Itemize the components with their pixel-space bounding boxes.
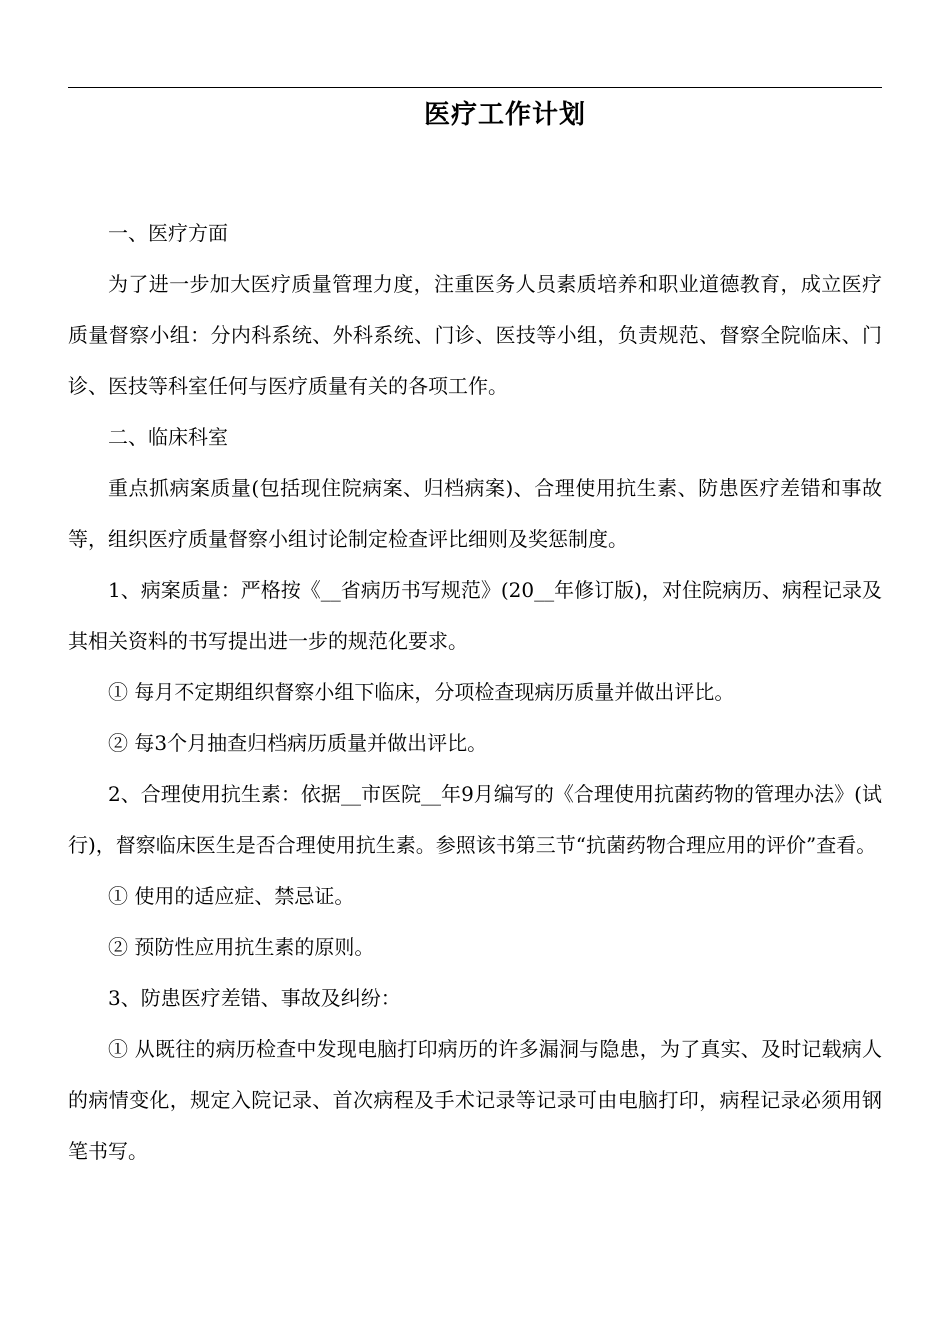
document-body bbox=[68, 208, 882, 1177]
item-error-prevention: 3、防患医疗差错、事故及纠纷： bbox=[108, 986, 401, 1010]
section-heading-medical: 一、医疗方面 bbox=[108, 221, 228, 245]
paragraph-clinical-focus: 重点抓病案质量(包括现住院病案、归档病案)、合理使用抗生素、防患医疗差错和事故等，组织医疗质量督察小组讨论制定检查评比细则及奖惩制度。 bbox=[68, 476, 882, 551]
subitem-monthly-inspection: ① 每月不定期组织督察小组下临床，分项检查现病历质量并做出评比。 bbox=[108, 680, 735, 704]
section-heading-clinical: 二、临床科室 bbox=[108, 425, 228, 449]
item-antibiotics: 2、合理使用抗生素：依据__市医院__年9月编写的《合理使用抗菌药物的管理办法》(试行)，督察临床医生是否合理使用抗生素。参照该书第三节“抗菌药物合理应用的评价”查看。 bbox=[68, 782, 882, 857]
subitem-indications: ① 使用的适应症、禁忌证。 bbox=[108, 884, 355, 908]
subitem-quarterly-review: ② 每3个月抽查归档病历质量并做出评比。 bbox=[108, 731, 488, 755]
header-rule bbox=[68, 87, 882, 88]
paragraph-quality-management: 为了进一步加大医疗质量管理力度，注重医务人员素质培养和职业道德教育，成立医疗质量督察小组：分内科系统、外科系统、门诊、医技等小组，负责规范、督察全院临床、门诊、医技等科室任何与医疗质量有关的各项工作。 bbox=[68, 272, 882, 398]
subitem-prophylaxis: ② 预防性应用抗生素的原则。 bbox=[108, 935, 375, 959]
item-medical-records: 1、病案质量：严格按《__省病历书写规范》(20__年修订版)，对住院病历、病程记录及其相关资料的书写提出进一步的规范化要求。 bbox=[68, 578, 882, 653]
subitem-record-printing: ① 从既往的病历检查中发现电脑打印病历的许多漏洞与隐患，为了真实、及时记载病人的病情变化，规定入院记录、首次病程及手术记录等记录可由电脑打印，病程记录必须用钢笔书写。 bbox=[68, 1037, 882, 1163]
document-title: 医疗工作计划 bbox=[423, 100, 586, 130]
